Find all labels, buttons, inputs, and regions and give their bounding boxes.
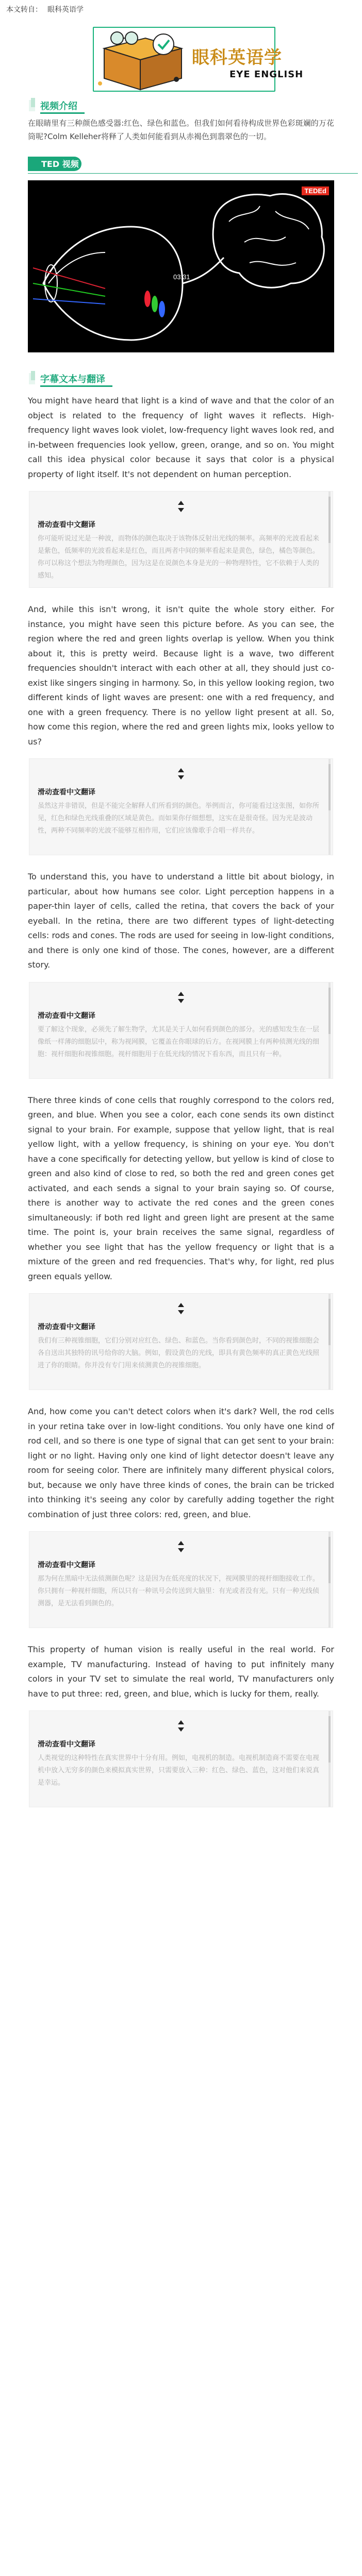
transcript [0, 394, 362, 1807]
swipe-arrows-icon[interactable] [38, 1538, 324, 1555]
scrollbar[interactable] [328, 759, 331, 855]
english-paragraph: You might have heard that light is a kind of wave and that the color of an object is related to the frequency of light waves it reflects. High-frequency light waves look violet, low-frequency light waves look red, and in-between frequencies look yellow, green, orange, and so on. You might call this idea physical color because it says that color is a physical property of light itself. It's not dependent on human perception. [28, 396, 334, 479]
scrollbar[interactable] [328, 982, 331, 1078]
translation-box[interactable] [29, 1293, 333, 1390]
scrollbar[interactable] [328, 1294, 331, 1389]
scrollbar-thumb[interactable] [328, 764, 331, 810]
package-icon [6, 18, 362, 97]
translation-box[interactable] [29, 982, 333, 1079]
ted-logo: TEDEd [302, 187, 329, 195]
english-paragraph: To understand this, you have to understand a little bit about biology, in particular, about how humans see color. Light perception happens in a paper-thin layer of cells, called the retina, that covers the back of your eyeball. In the retina, there are two different types of light-detecting cells: rods and cones. The rods are used for seeing in low-light conditions, and there is only one kind of those. The cones, however, are a different story. [28, 872, 334, 970]
subtitle-underline [40, 385, 112, 387]
translation-box[interactable] [29, 758, 333, 855]
english-paragraph: And, how come you can't detect colors when it's dark? Well, the rod cells in your retina take over in low-light conditions. You only have one kind of rod cell, and so there is one type of signal that can get sent to your brain: light or no light. Having only one kind of light detector doesn't leave any room for seeing color. There are infinitely many different physical colors, but, because we only have three kinds of cones, the brain can be tricked into thinking it's seeing any color by carefully adding together the right combination of just three colors: red, green, and blue. [28, 1406, 334, 1519]
scrollbar-thumb[interactable] [328, 1537, 331, 1583]
source-label: 本文转自： [6, 6, 42, 14]
video-timestamp: 03:31 [173, 273, 190, 281]
english-paragraph: There three kinds of cone cells that roughly correspond to the colors red, green, and blue. When you see a color, each cone sends its own distinct signal to your brain. For example, suppose that yellow light, that is real yellow light, with a yellow frequency, is shining on your eye. You don't have a cone specifically for detecting yellow, but yellow is kind of close to green and also kind of close to red, so both the red and green cones get activated, and each sends a signal to your brain saying so. Of course, there is another way to activate the red cones and the green cones simultaneously: if both red light and green light are present at the same time. The point is, your brain receives the same signal, regardless of whether you see light that has the yellow frequency or light that is a mixture of the green and red frequencies. That's why, for light, red plus green equals yellow. [28, 1095, 334, 1281]
translation-box[interactable] [29, 491, 333, 588]
translation-label: 滑动查看中文翻译 [38, 1323, 95, 1331]
intro-underline [40, 112, 85, 114]
header-banner [0, 18, 362, 97]
swipe-arrows-icon[interactable] [38, 1300, 324, 1317]
subtitle-title: 字幕文本与翻译 [40, 374, 105, 385]
scrollbar[interactable] [328, 1711, 331, 1807]
scrollbar[interactable] [328, 1532, 331, 1628]
english-paragraph: This property of human vision is really useful in the real world. For example, TV manufacturing. Instead of having to put infinitely many colors in your TV set to simulate the real world, TV manufacturers only have to put three: red, green, and blue, which is lucky for them, really. [28, 1645, 334, 1699]
ted-title: TED 视频 [41, 159, 79, 169]
swipe-arrows-icon[interactable] [38, 498, 324, 515]
translation-label: 滑动查看中文翻译 [38, 1740, 95, 1749]
translation-label: 滑动查看中文翻译 [38, 1011, 95, 1020]
chinese-translation[interactable]: 虽然这并非错误，但是不能完全解释人们所看到的颜色。举例而言，你可能看过这张图，如你所见，红色和绿色光线重叠的区域是黄色。而如果你仔细想想，这实在是很奇怪。因为光是波动性，两种不同频率的光波不能够互相作用，它们应该像歌手合唱一样共存。 [38, 802, 320, 835]
scrollbar-thumb[interactable] [328, 1716, 331, 1762]
scrollbar[interactable] [328, 492, 331, 587]
video-player[interactable] [28, 180, 334, 352]
chinese-translation[interactable]: 我们有三种视锥细胞，它们分别对应红色、绿色、和蓝色。当你看到颜色时，不同的视锥细胞会各自送出其独特的讯号给你的大脑。例如，假设黄色的光线，即具有黄色频率的真正黄色光线照进了你的眼睛。你并没有专门用来侦测黄色的视锥细胞。 [38, 1337, 320, 1369]
chinese-translation[interactable]: 那为何在黑暗中无法侦测颜色呢？这是因为在低亮度的状况下，视网膜里的视杆细胞接收工作。你只拥有一种视杆细胞，所以只有一种讯号会传送到大脑里：有光或者没有光。只有一种光线侦测器，是无法看到颜色的。 [38, 1575, 320, 1607]
source-name: 眼科英语学 [47, 6, 84, 14]
section-marker-icon [29, 371, 39, 385]
video-frame-illustration [28, 180, 334, 352]
chinese-translation[interactable]: 人类视觉的这种特性在真实世界中十分有用。例如，电视机的制造。电视机制造商不需要在电视机中放入无穷多的颜色来模拟真实世界，只需要放入三种：红色、绿色、蓝色，这对他们来说真是幸运。 [38, 1754, 320, 1787]
english-paragraph: And, while this isn't wrong, it isn't quite the whole story either. For instance, you might have seen this picture before. As you can see, the region where the red and green lights overlap is yellow. When you think about it, this is pretty weird. Because light is a wave, two different frequencies shouldn't interact with each other at all, they should just co-exist like singers singing in harmony. So, in this yellow looking region, two different kinds of light waves are present: one with a red frequency, and one with a green frequency. There is no yellow light present at all. So, how come this region, where the red and green lights mix, looks yellow to us? [28, 604, 334, 747]
ted-section-header [28, 155, 362, 175]
subtitle-section-header [29, 366, 362, 388]
intro-title: 视频介绍 [40, 101, 77, 112]
banner-subtitle: EYE ENGLISH [229, 69, 304, 80]
scrollbar-thumb[interactable] [328, 497, 331, 543]
source-line [0, 0, 362, 18]
intro-text: 在眼睛里有三种颜色感受器:红色、绿色和蓝色。但我们如何看待构成世界色彩斑斓的万花筒呢?Colm Kelleher将释了人类如何能看到从赤褐色到翡翠色的一切。 [28, 118, 334, 141]
scrollbar-thumb[interactable] [328, 1299, 331, 1345]
scrollbar-thumb[interactable] [328, 988, 331, 1034]
swipe-arrows-icon[interactable] [38, 989, 324, 1006]
chinese-translation[interactable]: 你可能听说过光是一种波，而物体的颜色取决于该物体反射出光线的频率。高频率的光波看起来是紫色，低频率的光波看起来是红色，而且两者中间的频率看起来是黄色，绿色，橘色等颜色。你可以称这个想法为物理颜色，因为这是在说颜色本身是光的一种物理特性，它不依赖于人类的感知。 [38, 535, 320, 580]
translation-label: 滑动查看中文翻译 [38, 521, 95, 529]
translation-label: 滑动查看中文翻译 [38, 1561, 95, 1569]
translation-box[interactable] [29, 1710, 333, 1807]
translation-label: 滑动查看中文翻译 [38, 788, 95, 796]
translation-box[interactable] [29, 1531, 333, 1628]
swipe-arrows-icon[interactable] [38, 765, 324, 783]
swipe-arrows-icon[interactable] [38, 1717, 324, 1735]
banner-title: 眼科英语学 [192, 47, 282, 68]
intro-section-header [29, 97, 362, 116]
ted-divider [28, 173, 358, 174]
chinese-translation[interactable]: 要了解这个现象，必须先了解生物学，尤其是关于人如何看到颜色的部分。光的感知发生在一层像纸一样薄的细胞层中，称为视网膜，它覆盖在你眼球的后方。在视网膜上有两种侦测光线的细胞：视杆细胞和视锥细胞。视杆细胞用于在低光线的情况下看东西，而且只有一种。 [38, 1025, 320, 1058]
